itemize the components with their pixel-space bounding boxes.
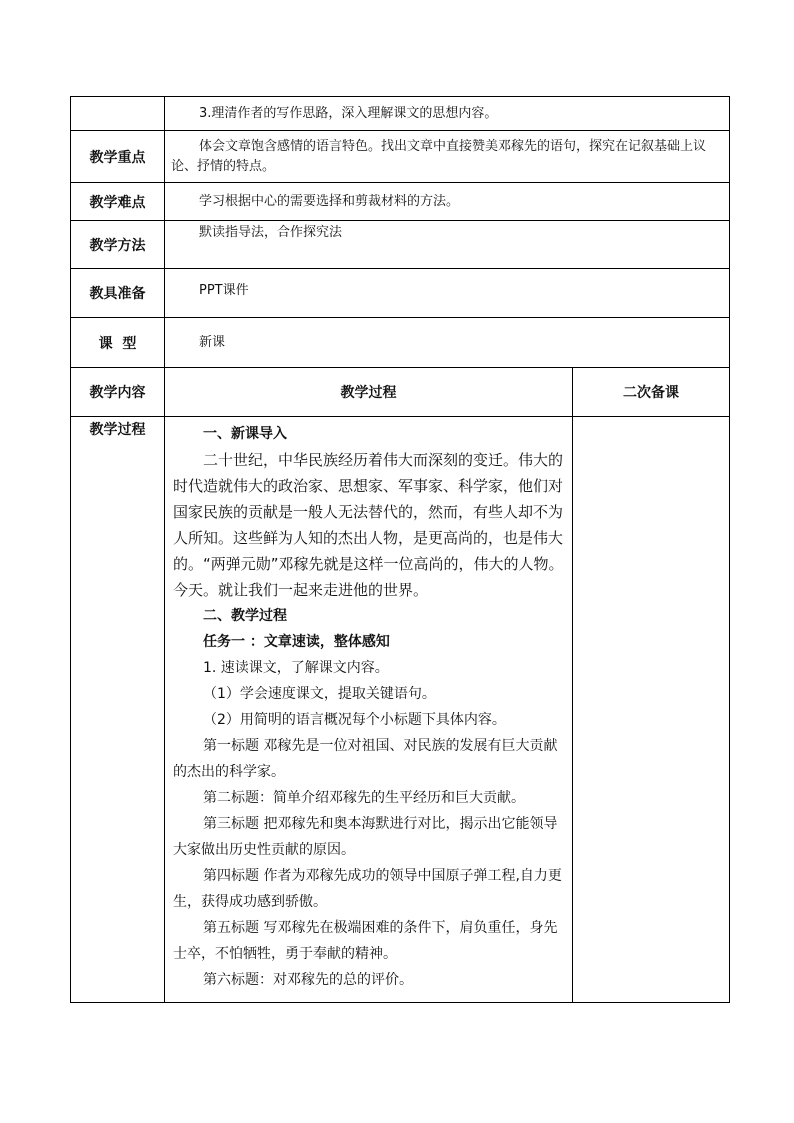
row-process	[71, 417, 730, 1003]
lesson-plan-table	[70, 96, 730, 1003]
row-type	[71, 318, 730, 368]
paragraph: 二十世纪，中华民族经历着伟大而深刻的变迁。伟大的时代造就伟大的政治家、思想家、军事家、科学家，他们对国家民族的贡献是一般人无法替代的，然而，有些人却不为人所知。这些鲜为人知的杰出人物，是更高尚的，也是伟大的。“两弹元勋”邓稼先就是这样一位高尚的，伟大的人物。今天。就让我们一起来走进他的世界。	[173, 451, 564, 599]
row-tools	[71, 269, 730, 318]
row-header	[71, 368, 730, 417]
row-difficult	[71, 183, 730, 221]
header-content: 教学内容	[71, 368, 165, 417]
paragraph: 第四标题 作者为邓稼先成功的领导中国原子弹工程,自力更生，获得成功感到骄傲。	[173, 868, 562, 910]
goal3-text: 3.理清作者的写作思路，深入理解课文的思想内容。	[165, 97, 730, 131]
label-type: 课 型	[71, 318, 165, 368]
difficult-text: 学习根据中心的需要选择和剪裁材料的方法。	[165, 183, 730, 221]
label-process: 教学过程	[71, 417, 165, 1003]
row-key	[71, 131, 730, 183]
header-process: 教学过程	[165, 368, 573, 417]
tools-text: PPT课件	[165, 269, 730, 318]
paragraph: 第一标题 邓稼先是一位对祖国、对民族的发展有巨大贡献的杰出的科学家。	[173, 738, 558, 780]
second-prep-cell	[573, 417, 730, 1003]
paragraph: 第三标题 把邓稼先和奥本海默进行对比，揭示出它能领导大家做出历史性贡献的原因。	[173, 816, 558, 858]
row-method	[71, 221, 730, 269]
label-key: 教学重点	[71, 131, 165, 183]
label-method: 教学方法	[71, 221, 165, 269]
paragraph: 第六标题：对邓稼先的总的评价。	[203, 972, 413, 988]
paragraph: 第五标题 写邓稼先在极端困难的条件下，肩负重任，身先士卒，不怕牺牲，勇于奉献的精神。	[173, 920, 558, 962]
process-body	[165, 417, 573, 1003]
type-text: 新课	[165, 318, 730, 368]
list-item: （1）学会速度课文，提取关键语句。	[203, 686, 436, 702]
label-empty	[71, 97, 165, 131]
row-goal3	[71, 97, 730, 131]
section-heading: 一、新课导入	[203, 426, 287, 442]
method-text: 默读指导法，合作探究法	[165, 221, 730, 269]
list-item: 1. 速读课文，了解课文内容。	[203, 660, 389, 676]
list-item: （2）用简明的语言概况每个小标题下具体内容。	[203, 712, 506, 728]
header-second: 二次备课	[573, 368, 730, 417]
label-tools: 教具准备	[71, 269, 165, 318]
key-text: 体会文章饱含感情的语言特色。找出文章中直接赞美邓稼先的语句，探究在记叙基础上议论、抒情的特点。	[165, 131, 730, 183]
paragraph: 第二标题：简单介绍邓稼先的生平经历和巨大贡献。	[203, 790, 525, 806]
section-heading: 二、教学过程	[203, 608, 287, 624]
label-difficult: 教学难点	[71, 183, 165, 221]
task-heading: 任务一 ：文章速读，整体感知	[203, 634, 390, 650]
